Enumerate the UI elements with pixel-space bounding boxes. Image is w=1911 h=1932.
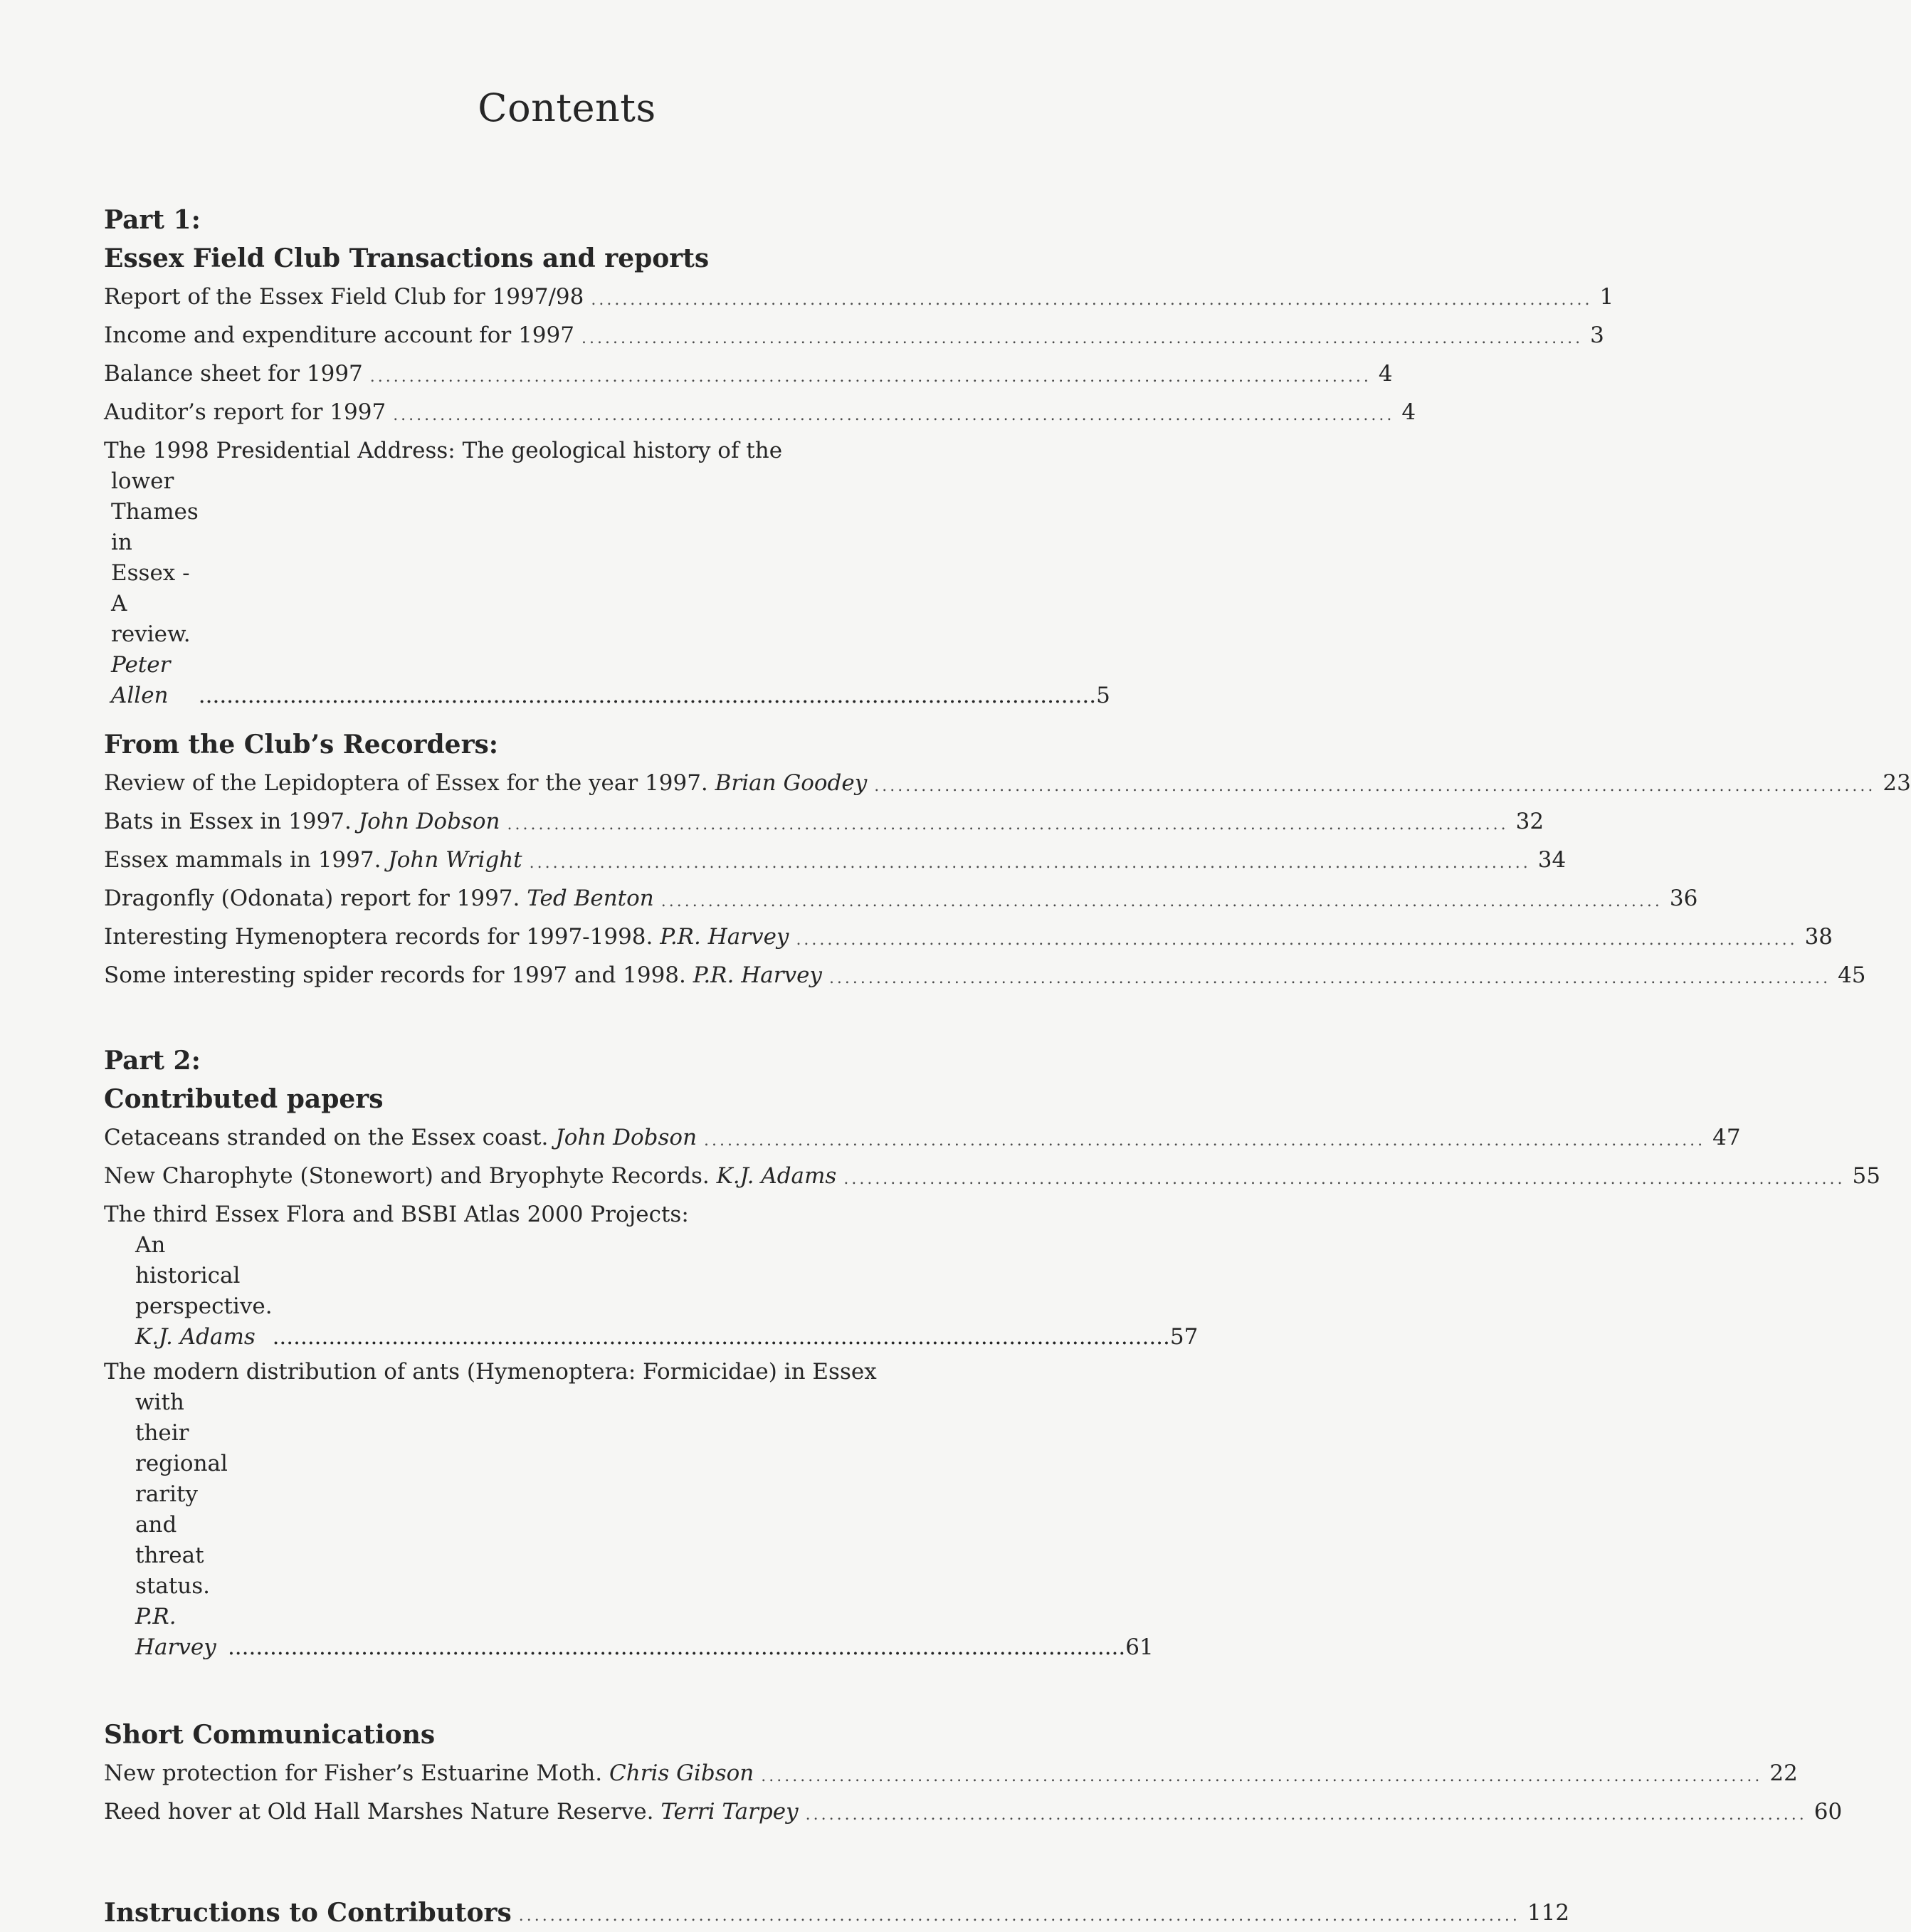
entry-page: 3 [1590,322,1604,348]
entry-title: Auditor’s report for 1997 [104,399,386,425]
entry-title-line2: An historical perspective. K.J. Adams [135,1232,273,1350]
entry-page: 5 [1096,683,1110,708]
part1-section-title: Essex Field Club Transactions and reports [104,243,710,273]
table-of-contents [104,201,1911,1932]
entry-title: Instructions to Contributors [104,1898,512,1928]
toc-entry[interactable] [104,316,1604,355]
entry-page: 112 [1527,1900,1570,1926]
entry-page: 4 [1378,361,1393,387]
entry-page: 60 [1813,1799,1843,1825]
toc-entry[interactable] [104,278,1614,316]
entry-author: Brian Goodey [715,770,868,796]
toc-entry[interactable] [104,764,1911,802]
dot-leader: ................................................................................................................................ [507,816,1509,834]
entry-author: Chris Gibson [609,1760,754,1786]
entry-author: K.J. Adams [135,1324,256,1350]
dot-leader: ................................................................................................................................ [796,931,1798,949]
entry-author: Ted Benton [527,886,654,911]
entry-author: Terri Tarpey [660,1799,799,1825]
entry-page: 47 [1712,1125,1741,1150]
dot-leader: ................................................................................................................................ [660,893,1663,910]
dot-leader: ................................................................................................................................ [843,1170,1846,1188]
entry-title: Dragonfly (Odonata) report for 1997. Ted Benton [104,886,654,911]
entry-title-line1: The 1998 Presidential Address: The geological history of the [104,438,783,463]
dot-leader: ................................................................................................................................ [581,330,1584,347]
entry-page: 36 [1669,886,1698,911]
toc-entry-instructions[interactable] [104,1894,1570,1932]
entry-author: P.R. Harvey [135,1604,216,1660]
entry-author: John Wright [388,847,522,873]
toc-entry[interactable] [104,802,1544,841]
entry-title: Essex mammals in 1997. John Wright [104,847,522,873]
dot-leader: ................................................................................................................................ [704,1132,1706,1150]
toc-entry[interactable] [104,1353,1154,1663]
dot-leader: ................................................................................................................................ [591,291,1593,309]
toc-entry[interactable] [104,918,1833,956]
entry-title: Reed hover at Old Hall Marshes Nature Reserve. Terri Tarpey [104,1799,799,1825]
part1-label: Part 1: [104,205,201,235]
dot-leader: ................................................................................................................................ [227,1634,1126,1660]
entry-page: 45 [1838,962,1866,988]
entry-title-line2: lower Thames in Essex - A review. Peter Allen [111,468,199,708]
entry-title: Balance sheet for 1997 [104,361,363,387]
entry-title-line1: The third Essex Flora and BSBI Atlas 2000 Projects: [104,1202,689,1227]
entry-page: 34 [1537,847,1567,873]
entry-title: Income and expenditure account for 1997 [104,322,574,348]
entry-page: 57 [1169,1324,1199,1350]
toc-entry[interactable] [104,393,1416,431]
entry-page: 22 [1769,1760,1798,1786]
entry-author: P.R. Harvey [660,924,789,950]
part2-label: Part 2: [104,1046,201,1076]
toc-entry[interactable] [104,355,1393,393]
entry-title: New Charophyte (Stonewort) and Bryophyte Records. K.J. Adams [104,1163,837,1189]
toc-entry[interactable] [104,879,1698,918]
dot-leader: ................................................................................................................................ [874,777,1876,795]
entry-title: Report of the Essex Field Club for 1997/98 [104,284,584,310]
entry-page: 61 [1125,1634,1154,1660]
toc-entry[interactable] [104,1792,1843,1831]
entry-author: John Dobson [358,809,500,834]
dot-leader: ................................................................................................................................ [761,1768,1763,1785]
page-title: Contents [478,85,656,130]
dot-leader: ................................................................................................................................ [529,854,1531,872]
toc-entry[interactable] [104,841,1567,879]
entry-title-line2: with their regional rarity and threat status. P.R. Harvey [135,1390,228,1660]
part2-section-title: Contributed papers [104,1084,384,1114]
toc-entry[interactable] [104,1195,1199,1353]
toc-entry[interactable] [104,1754,1798,1792]
entry-page: 38 [1804,924,1833,950]
dot-leader: ................................................................................................................................ [393,406,1395,424]
entry-title: New protection for Fisher’s Estuarine Moth. Chris Gibson [104,1760,754,1786]
recorders-heading: From the Club’s Recorders: [104,730,499,760]
entry-page: 4 [1401,399,1416,425]
dot-leader: ................................................................................................................................ [518,1907,1520,1925]
entry-title: Some interesting spider records for 1997 and 1998. P.R. Harvey [104,962,822,988]
entry-page: 55 [1852,1163,1880,1189]
entry-title-line1: The modern distribution of ants (Hymenoptera: Formicidae) in Essex [104,1359,877,1385]
entry-title: Review of the Lepidoptera of Essex for the year 1997. Brian Goodey [104,770,868,796]
toc-entry[interactable] [104,1157,1880,1195]
entry-title: Cetaceans stranded on the Essex coast. John Dobson [104,1125,697,1150]
toc-entry[interactable] [104,431,1110,711]
entry-title: Bats in Essex in 1997. John Dobson [104,809,500,834]
dot-leader: ................................................................................................................................ [828,970,1831,987]
dot-leader: ................................................................................................................................ [272,1324,1170,1350]
entry-title: Interesting Hymenoptera records for 1997-1998. P.R. Harvey [104,924,789,950]
entry-page: 23 [1883,770,1911,796]
dot-leader: ................................................................................................................................ [369,368,1372,386]
short-communications-heading: Short Communications [104,1720,436,1750]
dot-leader: ................................................................................................................................ [805,1806,1807,1824]
toc-entry[interactable] [104,1118,1741,1157]
entry-author: John Dobson [555,1125,697,1150]
entry-author: K.J. Adams [716,1163,837,1189]
entry-page: 32 [1515,809,1544,834]
entry-page: 1 [1599,284,1614,310]
dot-leader: ................................................................................................................................ [198,683,1097,708]
toc-entry[interactable] [104,956,1866,994]
entry-author: Peter Allen [111,652,171,708]
entry-author: P.R. Harvey [693,962,822,988]
